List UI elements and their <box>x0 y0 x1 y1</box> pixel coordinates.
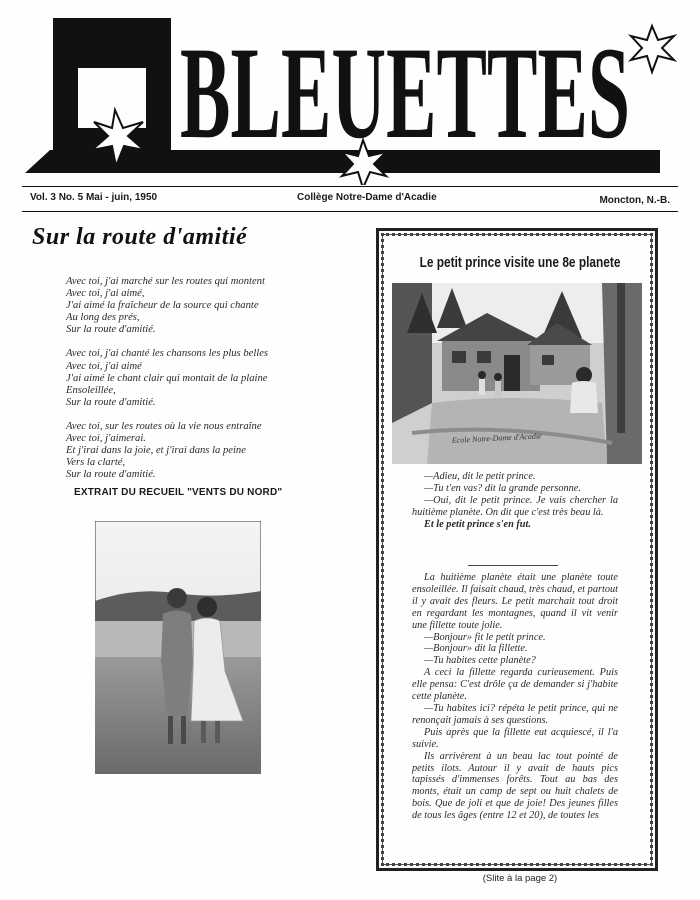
story-opening <box>412 471 618 531</box>
story-paragraph: —Adieu, dit le petit prince. <box>424 471 536 482</box>
story-title: Le petit prince visite une 8e planete <box>419 255 621 271</box>
poem-line: Avec toi, j'aimerai. <box>66 433 146 445</box>
poem-title: Sur la route d'amitié <box>32 224 248 250</box>
poem-line: Sur la route d'amitié. <box>66 469 156 481</box>
continued-note: (Slite à la page 2) <box>482 873 558 884</box>
story-paragraph: —Tu habites ici? répéta le petit prince, qui ne renonçait jamais à ses questions. <box>412 702 618 726</box>
story-body <box>412 572 618 822</box>
story-paragraph: Puis après que la fillette eut acquiescé, il l'a suivie. <box>412 726 618 750</box>
poem-line: J'ai aimé le chant clair qui montait de la plaine <box>66 372 268 384</box>
location: Moncton, N.-B. <box>599 195 670 206</box>
poem-line: J'ai aimé la fraîcheur de la source qui chante <box>66 300 259 312</box>
masthead-logo <box>20 10 680 185</box>
poem-line: Et j'irai dans la joie, et j'irai dans la peine <box>66 445 246 457</box>
story-paragraph: La huitième planète était une planète toute ensoleillée. Il faisait chaud, très chaud, et partout il y avait des fleurs. Le petit marchait tout droit en regardant les montagnes, quand il vit venir une fillette toute jolie. <box>412 572 618 631</box>
photo-camp-cabins <box>392 283 642 464</box>
poem-line: Ensoleillée, <box>66 384 116 396</box>
poem-stanza <box>66 348 336 408</box>
poem-line: Avec toi, sur les routes où la vie nous entraîne <box>66 420 262 432</box>
story-paragraph: Et le petit prince s'en fut. <box>424 518 531 530</box>
poem-line: Au long des prés, <box>66 312 140 324</box>
story-paragraph: —Bonjour» dit la fillette. <box>424 643 528 655</box>
issue-info-bar <box>22 186 678 212</box>
poem-line: Avec toi, j'ai marché sur les routes qui montent <box>66 276 265 287</box>
poem-stanza <box>66 276 336 336</box>
poem-line: Sur la route d'amitié. <box>66 324 156 336</box>
story-paragraph: —Tu habites cette planète? <box>424 655 536 667</box>
masthead-title: BLEUETTES <box>180 19 630 166</box>
poem-credit: EXTRAIT DU RECUEIL "VENTS DU NORD" <box>74 487 283 498</box>
story-paragraph: —Tu t'en vas? dit la grande personne. <box>424 482 581 494</box>
poem-line: Avec toi, j'ai chanté les chansons les plus belles <box>66 348 269 360</box>
poem-line: Vers la clarté, <box>66 457 126 469</box>
poem-stanza <box>66 421 336 481</box>
masthead <box>20 10 680 185</box>
story-paragraph: —Oui, dit le petit prince. Je vais chercher la huitième planète. On dit que c'est très beau là. <box>412 494 618 518</box>
story-paragraph: —Bonjour» fit le petit prince. <box>424 631 546 643</box>
story-paragraph: Ils arrivèrent à un beau lac tout pointé de petits ilots. Autour il y avait de hauts pics tapissés d'immenses forêts. Tout au bas des monts, était un camp de sept ou huit chalets de bois. Que de joli et que de joie! Des jeunes filles de tous les âges (entre 12 et 20), de toutes les <box>412 750 618 822</box>
poem-body <box>66 276 336 493</box>
photo-two-girls <box>95 521 261 774</box>
college-name: Collège Notre-Dame d'Acadie <box>297 192 437 203</box>
poem-line: Sur la route d'amitié. <box>66 396 156 408</box>
story-divider <box>468 565 558 566</box>
volume-info: Vol. 3 No. 5 Mai - juin, 1950 <box>30 192 158 203</box>
poem-line: Avec toi, j'ai aimé, <box>66 288 145 300</box>
poem-line: Avec toi, j'ai aimé <box>66 360 142 372</box>
photo-caption: Ecole Notre-Dame d'Acadie <box>451 431 542 445</box>
story-paragraph: A ceci la fillette regarda curieusement. Puis elle pensa: C'est drôle ça de demander si j'habite cette planète. <box>412 667 618 703</box>
